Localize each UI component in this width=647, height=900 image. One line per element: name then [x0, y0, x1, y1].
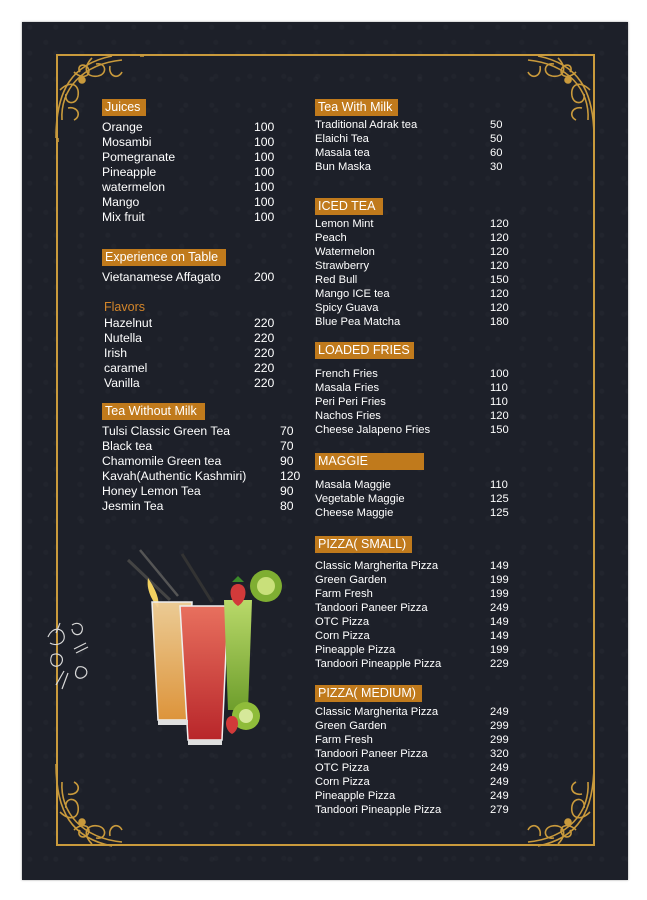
- experience-section: [102, 248, 282, 285]
- item-name: Spicy Guava: [315, 302, 379, 314]
- item-price: 110: [490, 396, 508, 408]
- menu-item: [104, 331, 284, 346]
- item-name: Pomegranate: [102, 150, 176, 164]
- item-name: Corn Pizza: [315, 630, 370, 642]
- menu-item: [102, 270, 282, 285]
- item-name: Masala Maggie: [315, 479, 391, 491]
- item-price: 220: [254, 376, 275, 390]
- section-header: Tea With Milk: [315, 99, 398, 116]
- menu-item: [102, 484, 302, 499]
- item-price: 249: [490, 762, 509, 774]
- item-name: Vietanamese Affagato: [102, 270, 221, 284]
- menu-item: [102, 210, 282, 225]
- maggie-section: [315, 453, 525, 520]
- tea-without-milk-list: [102, 424, 302, 514]
- item-name: Pineapple: [102, 165, 157, 179]
- item-price: 249: [490, 790, 509, 802]
- menu-item: [315, 478, 525, 492]
- item-price: 150: [490, 424, 509, 436]
- item-name: Blue Pea Matcha: [315, 316, 401, 328]
- menu-item: [315, 367, 525, 381]
- menu-item: [102, 165, 282, 180]
- item-price: 149: [490, 560, 509, 572]
- menu-item: [102, 195, 282, 210]
- pizza-medium-list: [315, 705, 525, 817]
- item-price: 50: [490, 119, 503, 131]
- item-price: 279: [490, 804, 509, 816]
- item-price: 50: [490, 133, 503, 145]
- item-price: 150: [490, 274, 509, 286]
- item-name: Chamomile Green tea: [102, 454, 222, 468]
- item-price: 220: [254, 331, 275, 345]
- item-name: OTC Pizza: [315, 616, 370, 628]
- section-header: Juices: [102, 99, 146, 116]
- item-price: 60: [490, 147, 503, 159]
- item-price: 200: [254, 270, 275, 284]
- menu-item: [315, 506, 525, 520]
- menu-item: [315, 789, 525, 803]
- menu-item: [315, 259, 525, 273]
- item-price: 100: [254, 135, 275, 149]
- item-name: French Fries: [315, 368, 378, 380]
- item-name: Lemon Mint: [315, 218, 374, 230]
- item-name: OTC Pizza: [315, 762, 370, 774]
- item-price: 199: [490, 574, 509, 586]
- item-name: Pineapple Pizza: [315, 790, 396, 802]
- menu-item: [315, 217, 525, 231]
- experience-list: [102, 270, 282, 285]
- item-name: Red Bull: [315, 274, 358, 286]
- item-name: Orange: [102, 120, 143, 134]
- menu-item: [315, 146, 525, 160]
- section-header: ICED TEA: [315, 198, 383, 215]
- item-price: 100: [490, 368, 509, 380]
- menu-item: [315, 775, 525, 789]
- item-name: Mix fruit: [102, 210, 145, 224]
- loaded-fries-list: [315, 367, 525, 437]
- item-price: 220: [254, 361, 275, 375]
- item-name: Kavah(Authentic Kashmiri): [102, 469, 247, 483]
- item-price: 249: [490, 602, 509, 614]
- item-name: Peri Peri Fries: [315, 396, 386, 408]
- flavors-section: [104, 299, 284, 391]
- item-price: 120: [490, 288, 509, 300]
- item-name: Cheese Jalapeno Fries: [315, 424, 431, 436]
- item-name: Elaichi Tea: [315, 133, 369, 145]
- menu-item: [102, 499, 302, 514]
- item-price: 120: [490, 246, 509, 258]
- item-name: caramel: [104, 361, 148, 375]
- menu-item: [102, 180, 282, 195]
- item-name: Masala Fries: [315, 382, 380, 394]
- item-name: Masala tea: [315, 147, 370, 159]
- section-header: PIZZA( MEDIUM): [315, 685, 422, 702]
- menu-item: [315, 245, 525, 259]
- item-name: Pineapple Pizza: [315, 644, 396, 656]
- item-price: 70: [280, 439, 294, 453]
- item-name: Farm Fresh: [315, 588, 373, 600]
- item-price: 90: [280, 454, 294, 468]
- item-price: 320: [490, 748, 509, 760]
- item-name: Traditional Adrak tea: [315, 119, 418, 131]
- menu-item: [315, 601, 525, 615]
- item-name: Vegetable Maggie: [315, 493, 405, 505]
- menu-item: [104, 346, 284, 361]
- menu-item: [315, 657, 525, 671]
- item-name: Tandoori Pineapple Pizza: [315, 804, 442, 816]
- item-name: Classic Margherita Pizza: [315, 706, 439, 718]
- item-price: 220: [254, 346, 275, 360]
- item-price: 100: [254, 165, 275, 179]
- menu-item: [315, 733, 525, 747]
- menu-item: [315, 573, 525, 587]
- item-name: Honey Lemon Tea: [102, 484, 201, 498]
- item-price: 299: [490, 720, 509, 732]
- item-price: 120: [490, 410, 509, 422]
- menu-item: [102, 135, 282, 150]
- section-header: Experience on Table: [102, 249, 226, 266]
- item-name: Green Garden: [315, 720, 387, 732]
- menu-item: [315, 492, 525, 506]
- item-name: Vanilla: [104, 376, 140, 390]
- item-price: 199: [490, 588, 509, 600]
- item-name: Jesmin Tea: [102, 499, 164, 513]
- item-name: Strawberry: [315, 260, 370, 272]
- item-price: 249: [490, 706, 509, 718]
- flavors-subheader: Flavors: [104, 300, 145, 314]
- menu-item: [104, 361, 284, 376]
- item-price: 120: [280, 469, 301, 483]
- iced-tea-list: [315, 217, 525, 329]
- item-price: 100: [254, 180, 275, 194]
- menu-item: [102, 439, 302, 454]
- item-name: Cheese Maggie: [315, 507, 394, 519]
- tea-with-milk-list: [315, 118, 525, 174]
- juice-glasses-illustration: [100, 530, 300, 760]
- corner-ornament-icon: [52, 760, 144, 852]
- item-price: 100: [254, 150, 275, 164]
- menu-item: [315, 803, 525, 817]
- menu-item: [315, 395, 525, 409]
- item-price: 100: [254, 210, 275, 224]
- item-name: Watermelon: [315, 246, 375, 258]
- item-name: Black tea: [102, 439, 153, 453]
- menu-item: [315, 287, 525, 301]
- menu-item: [315, 231, 525, 245]
- item-price: 110: [490, 382, 508, 394]
- item-price: 100: [254, 195, 275, 209]
- item-name: Green Garden: [315, 574, 387, 586]
- section-header: PIZZA( SMALL): [315, 536, 412, 553]
- menu-item: [315, 315, 525, 329]
- menu-item: [315, 160, 525, 174]
- menu-item: [102, 150, 282, 165]
- item-price: 100: [254, 120, 275, 134]
- item-price: 110: [490, 479, 508, 491]
- item-name: Farm Fresh: [315, 734, 373, 746]
- juices-list: [102, 120, 282, 225]
- item-name: Classic Margherita Pizza: [315, 560, 439, 572]
- menu-item: [104, 376, 284, 391]
- item-price: 149: [490, 630, 509, 642]
- menu-item: [315, 747, 525, 761]
- menu-item: [315, 629, 525, 643]
- food-sketch-icon: [42, 615, 98, 695]
- menu-item: [102, 454, 302, 469]
- menu-item: [102, 120, 282, 135]
- item-name: Tandoori Paneer Pizza: [315, 748, 428, 760]
- menu-item: [315, 301, 525, 315]
- menu-item: [315, 381, 525, 395]
- loaded-fries-section: [315, 341, 525, 437]
- item-price: 180: [490, 316, 509, 328]
- section-header: LOADED FRIES: [315, 342, 414, 359]
- menu-item: [104, 316, 284, 331]
- menu-item: [315, 643, 525, 657]
- item-name: Mango: [102, 195, 140, 209]
- menu-item: [315, 761, 525, 775]
- menu-item: [315, 719, 525, 733]
- pizza-small-section: [315, 535, 525, 671]
- menu-item: [315, 423, 525, 437]
- juices-section: [102, 98, 282, 225]
- item-name: Mango ICE tea: [315, 288, 390, 300]
- item-name: Tulsi Classic Green Tea: [102, 424, 231, 438]
- item-name: watermelon: [102, 180, 165, 194]
- item-price: 249: [490, 776, 509, 788]
- item-name: Irish: [104, 346, 128, 360]
- section-header: Tea Without Milk: [102, 403, 205, 420]
- flavors-list: [104, 316, 284, 391]
- item-price: 299: [490, 734, 509, 746]
- item-name: Nachos Fries: [315, 410, 381, 422]
- item-price: 120: [490, 302, 509, 314]
- tea-without-milk-section: [102, 402, 302, 514]
- item-price: 125: [490, 507, 509, 519]
- menu-item: [315, 409, 525, 423]
- item-name: Mosambi: [102, 135, 152, 149]
- item-name: Tandoori Pineapple Pizza: [315, 658, 442, 670]
- maggie-list: [315, 478, 525, 520]
- pizza-small-list: [315, 559, 525, 671]
- menu-item: [102, 424, 302, 439]
- menu-item: [102, 469, 302, 484]
- menu-item: [315, 705, 525, 719]
- iced-tea-section: [315, 197, 525, 329]
- item-price: 70: [280, 424, 294, 438]
- menu-item: [315, 118, 525, 132]
- item-price: 220: [254, 316, 275, 330]
- section-header: MAGGIE: [315, 453, 424, 470]
- pizza-medium-section: [315, 684, 525, 817]
- item-name: Peach: [315, 232, 347, 244]
- item-price: 120: [490, 260, 509, 272]
- item-price: 90: [280, 484, 294, 498]
- item-name: Nutella: [104, 331, 142, 345]
- menu-item: [315, 273, 525, 287]
- item-price: 199: [490, 644, 509, 656]
- menu-item: [315, 587, 525, 601]
- menu-item: [315, 132, 525, 146]
- item-price: 80: [280, 499, 294, 513]
- item-name: Tandoori Paneer Pizza: [315, 602, 428, 614]
- item-name: Hazelnut: [104, 316, 153, 330]
- item-price: 149: [490, 616, 509, 628]
- item-price: 30: [490, 161, 503, 173]
- item-name: Bun Maska: [315, 161, 371, 173]
- item-price: 120: [490, 218, 509, 230]
- item-price: 125: [490, 493, 509, 505]
- item-price: 229: [490, 658, 509, 670]
- menu-item: [315, 559, 525, 573]
- item-name: Corn Pizza: [315, 776, 370, 788]
- menu-item: [315, 615, 525, 629]
- tea-with-milk-section: [315, 98, 525, 174]
- item-price: 120: [490, 232, 509, 244]
